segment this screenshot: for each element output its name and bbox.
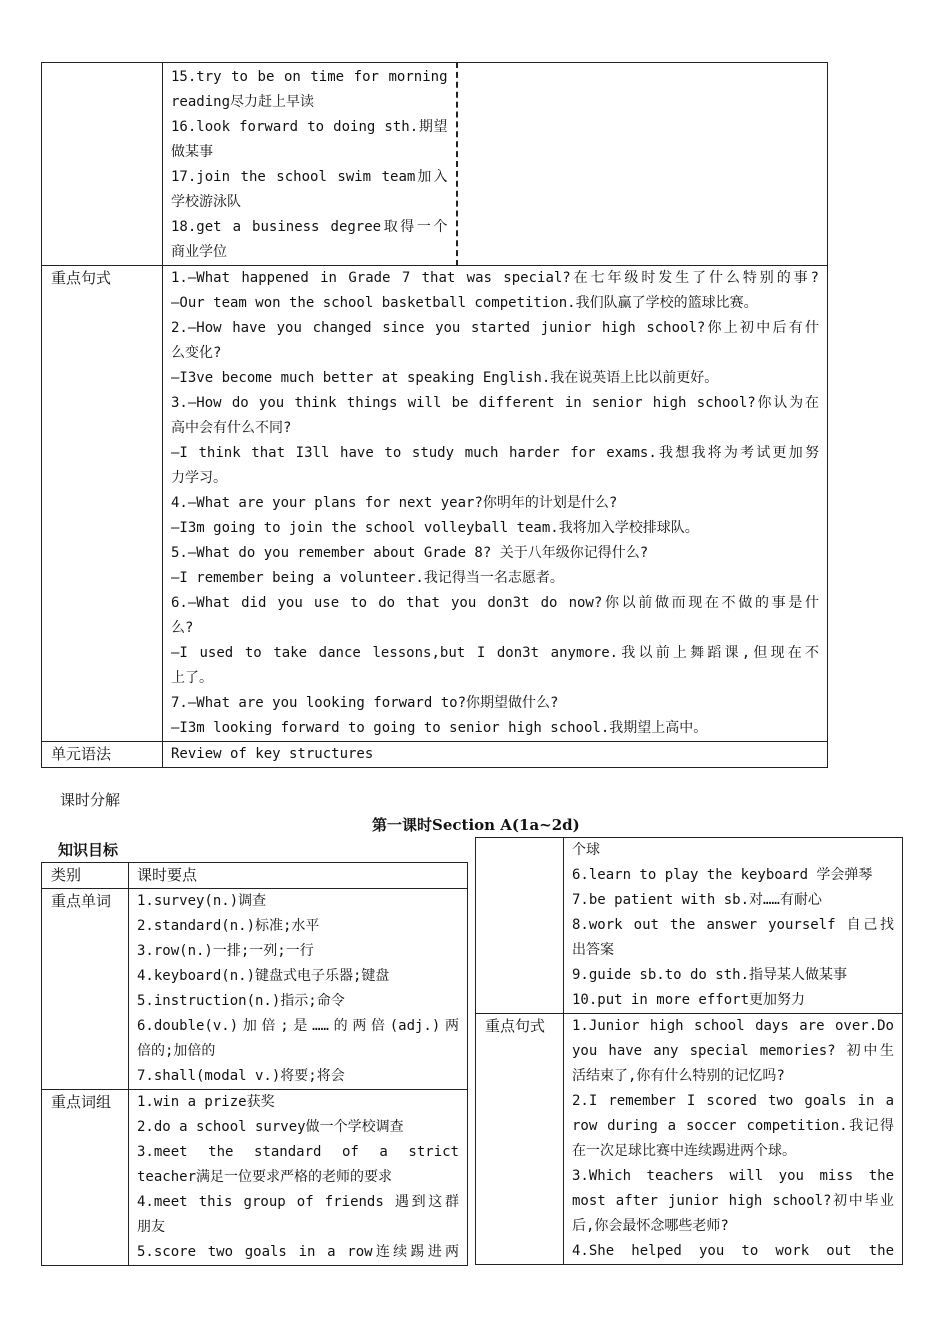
sentence-line: 1.Junior high school days are over.Do	[572, 1018, 894, 1034]
phrases-continued-cell	[564, 838, 903, 1014]
sentence-line: —I used to take dance lessons,but I don3t anymore.我以前上舞蹈课,但现在不	[171, 645, 819, 661]
header-category: 类别	[42, 863, 129, 889]
phrases-cell	[129, 1090, 468, 1266]
sentence-line: 2.—How have you changed since you started junior high school?你上初中后有什	[171, 320, 819, 336]
sentence-line: —I3m looking forward to going to senior high school.我期望上高中。	[171, 720, 708, 736]
grammar-row	[42, 742, 828, 768]
sentence-line: —I remember being a volunteer.我记得当一名志愿者。	[171, 570, 564, 586]
header-points: 课时要点	[129, 863, 468, 889]
word-line: 7.shall(modal v.)将要;将会	[137, 1068, 345, 1084]
sentence-line: 3.—How do you think things will be different in senior high school?你认为在	[171, 395, 819, 411]
word-line: 3.row(n.)一排;一列;一行	[137, 943, 314, 959]
right-lesson-table	[475, 837, 903, 1265]
phrase-line: 个球	[572, 842, 600, 858]
sentence-line: —Our team won the school basketball competition.我们队赢了学校的篮球比赛。	[171, 295, 758, 311]
sentence-line: —I3m going to join the school volleyball team.我将加入学校排球队。	[171, 520, 699, 536]
phrase-line: 学校游泳队	[171, 194, 241, 210]
header-row	[42, 863, 468, 889]
phrase-line: reading尽力赶上早读	[171, 94, 315, 110]
sentence-line: 3.Which teachers will you miss the	[572, 1168, 894, 1184]
phrases-continued-cell	[163, 63, 457, 266]
words-label: 重点单词	[42, 889, 129, 1090]
phrase-line: 1.win a prize获奖	[137, 1094, 275, 1110]
phrase-line: teacher满足一位要求严格的老师的要求	[137, 1169, 393, 1185]
sentence-line: —I3ve become much better at speaking English.我在说英语上比以前更好。	[171, 370, 719, 386]
phrase-line: 出答案	[572, 942, 614, 958]
sentence-line: most after junior high school?初中毕业	[572, 1193, 894, 1209]
word-line: 2.standard(n.)标准;水平	[137, 918, 320, 934]
sentence-line: 4.—What are your plans for next year?你明年的计划是什么?	[171, 495, 618, 511]
empty-category-cell	[476, 838, 564, 1014]
sentence-line: 2.I remember I scored two goals in a	[572, 1093, 894, 1109]
word-line: 6.double(v.)加倍;是……的两倍(adj.)两	[137, 1018, 459, 1034]
word-line: 5.instruction(n.)指示;命令	[137, 993, 345, 1009]
sentences-row	[42, 266, 828, 742]
phrase-line: 3.meet the standard of a strict	[137, 1144, 459, 1160]
word-line: 4.keyboard(n.)键盘式电子乐器;键盘	[137, 968, 390, 984]
empty-right-cell	[457, 63, 828, 266]
sentence-line: 高中会有什么不同?	[171, 420, 292, 436]
words-row	[42, 889, 468, 1090]
phrase-line: 朋友	[137, 1219, 165, 1235]
phrase-line: 商业学位	[171, 244, 227, 260]
words-cell	[129, 889, 468, 1090]
word-line: 1.survey(n.)调查	[137, 893, 267, 909]
sentence-line: 在一次足球比赛中连续踢进两个球。	[572, 1143, 796, 1159]
sentence-line: 么?	[171, 620, 194, 636]
phrase-line: 8.work out the answer yourself 自己找	[572, 917, 894, 933]
sentences-cell	[163, 266, 828, 742]
sentence-line: row during a soccer competition.我记得	[572, 1118, 894, 1134]
phrase-line: 10.put in more effort更加努力	[572, 992, 806, 1008]
phrase-line: 18.get a business degree取得一个	[171, 219, 448, 235]
sentence-line: 上了。	[171, 670, 213, 686]
phrase-line: 6.learn to play the keyboard 学会弹琴	[572, 867, 873, 883]
phrases-continued-row	[476, 838, 903, 1014]
sentence-line: 后,你会最怀念哪些老师?	[572, 1218, 729, 1234]
phrases-label: 重点词组	[42, 1090, 129, 1266]
phrase-line: 做某事	[171, 144, 213, 160]
sentence-line: 7.—What are you looking forward to?你期望做什么?	[171, 695, 559, 711]
phrase-line: 15.try to be on time for morning	[171, 69, 448, 85]
phrase-line: 4.meet this group of friends 遇到这群	[137, 1194, 459, 1210]
sentence-line: 1.—What happened in Grade 7 that was special?在七年级时发生了什么特别的事?	[171, 270, 819, 286]
grammar-label: 单元语法	[42, 742, 163, 768]
sentence-line: 么变化?	[171, 345, 222, 361]
phrase-line: 16.look forward to doing sth.期望	[171, 119, 448, 135]
sentences-label: 重点句式	[42, 266, 163, 742]
sentence-line: 力学习。	[171, 470, 227, 486]
lesson-title: 第一课时Section A(1a~2d)	[372, 816, 580, 834]
sentence-line: 5.—What do you remember about Grade 8? 关于八年级你记得什么?	[171, 545, 649, 561]
sentences-row	[476, 1014, 903, 1265]
knowledge-label: 知识目标	[58, 841, 119, 859]
sentence-line: 活结束了,你有什么特别的记忆吗?	[572, 1068, 785, 1084]
left-lesson-table	[41, 862, 468, 1266]
phrases-row	[42, 1090, 468, 1266]
word-line: 倍的;加倍的	[137, 1043, 216, 1059]
phrase-line: 2.do a school survey做一个学校调查	[137, 1119, 404, 1135]
sentence-line: 4.She helped you to work out the	[572, 1243, 894, 1259]
phrase-line: 9.guide sb.to do sth.指导某人做某事	[572, 967, 848, 983]
empty-category-cell	[42, 63, 163, 266]
sentences-cell	[564, 1014, 903, 1265]
phrase-line: 7.be patient with sb.对……有耐心	[572, 892, 822, 908]
phrase-line: 17.join the school swim team加入	[171, 169, 448, 185]
sentences-label: 重点句式	[476, 1014, 564, 1265]
section-label: 课时分解	[60, 791, 121, 809]
sentence-line: 6.—What did you use to do that you don3t do now?你以前做而现在不做的事是什	[171, 595, 819, 611]
phrase-line: 5.score two goals in a row连续踢进两	[137, 1244, 459, 1260]
phrases-continued-row	[42, 63, 828, 266]
grammar-value: Review of key structures	[163, 742, 828, 768]
top-table	[41, 62, 828, 768]
sentence-line: you have any special memories? 初中生	[572, 1043, 894, 1059]
sentence-line: —I think that I3ll have to study much harder for exams.我想我将为考试更加努	[171, 445, 819, 461]
